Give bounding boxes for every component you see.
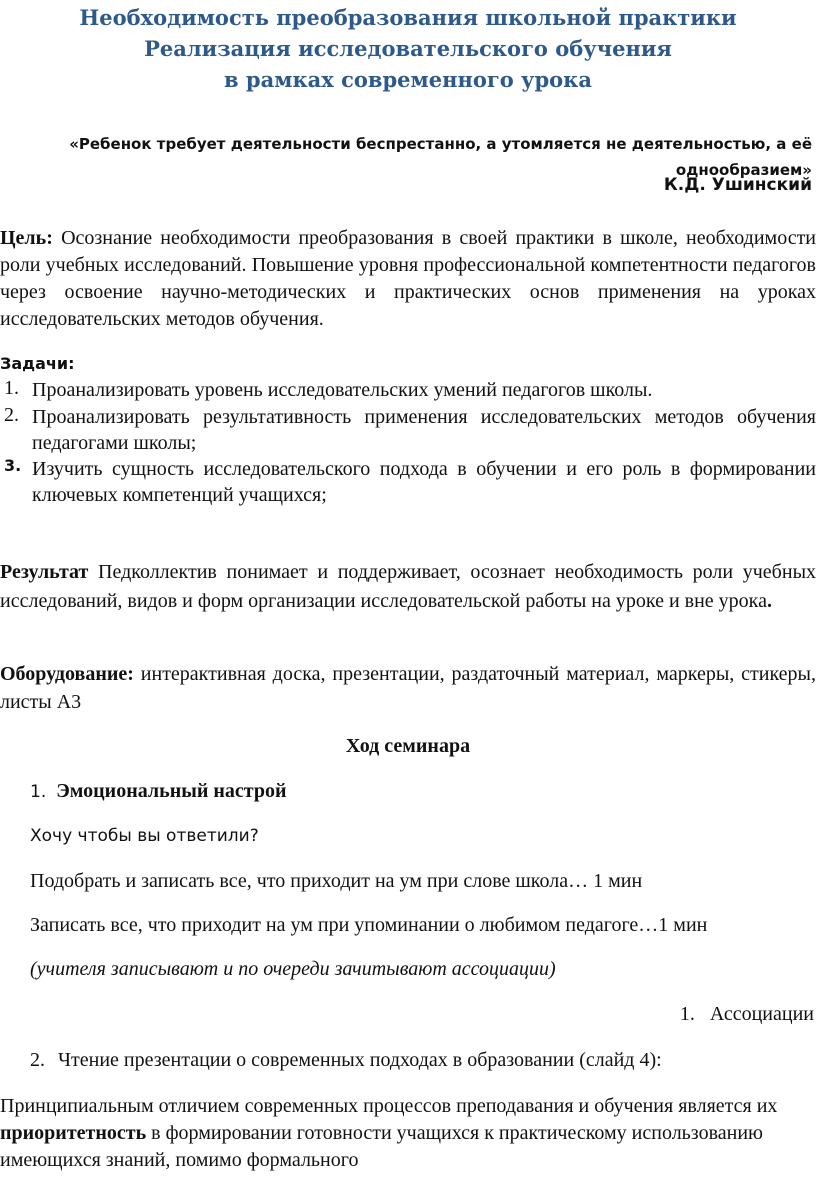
- seminar-step-2: [30, 1049, 662, 1072]
- associations-item: [680, 1003, 814, 1026]
- tasks-heading: Задачи:: [0, 354, 75, 373]
- document-title: [0, 2, 816, 95]
- closing-text-2: в формировании готовности учащихся к практическому использованию имеющихся знаний, помимо формального: [0, 1122, 763, 1171]
- equipment-label: Оборудование:: [0, 663, 134, 685]
- closing-emphasis: приоритетность: [0, 1122, 147, 1144]
- epigraph-quote: «Ребенок требует деятельности беспрестанно, а утомляется не деятельностью, а её однообразием»: [69, 135, 812, 179]
- instruction-line-1: Подобрать и записать все, что приходит на ум при слове школа… 1 мин: [30, 870, 643, 892]
- step-title: Эмоциональный настрой: [56, 780, 287, 802]
- result-text: Педколлектив понимает и поддерживает, осознает необходимость роли учебных исследований, видов и форм организации исследовательской работы на уроке и вне урока: [0, 561, 816, 612]
- task-text: Проанализировать результативность применения исследовательских методов обучения педагогами школы;: [32, 406, 816, 454]
- task-number: 1.: [4, 377, 19, 399]
- step-number: 1.: [30, 782, 47, 802]
- closing-text-1: Принципиальным отличием современных процессов преподавания и обучения является их: [0, 1095, 778, 1117]
- task-text: Изучить сущность исследовательского подхода в обучении и его роль в формировании ключевых компетенций учащихся;: [32, 458, 816, 506]
- equipment-paragraph: [0, 660, 816, 716]
- result-paragraph: [0, 558, 816, 616]
- task-number: 3.: [4, 456, 22, 475]
- question-line: Хочу чтобы вы ответили?: [30, 826, 259, 846]
- task-number: 2.: [4, 404, 19, 426]
- instruction-note: (учителя записывают и по очереди зачитывают ассоциации): [30, 958, 556, 980]
- associations-label: Ассоциации: [709, 1003, 814, 1025]
- task-text: Проанализировать уровень исследовательских умений педагогов школы.: [32, 379, 653, 401]
- goal-label: Цель:: [0, 227, 53, 249]
- title-line-1: Необходимость преобразования школьной практики: [79, 5, 737, 30]
- seminar-step-1: [30, 780, 286, 803]
- equipment-text: интерактивная доска, презентации, раздаточный материал, маркеры, стикеры, листы А3: [0, 663, 816, 713]
- step-number: 2.: [30, 1049, 45, 1071]
- goal-paragraph: [0, 225, 816, 333]
- title-line-3: в рамках современного урока: [224, 67, 592, 92]
- epigraph-author: К.Д. Ушинский: [663, 175, 812, 195]
- associations-number: 1.: [679, 1003, 695, 1025]
- closing-paragraph: [0, 1093, 810, 1174]
- seminar-heading: Ход семинара: [345, 735, 471, 757]
- instruction-line-2: Записать все, что приходит на ум при упоминании о любимом педагоге…1 мин: [30, 914, 708, 936]
- goal-text: Осознание необходимости преобразования в своей практики в школе, необходимости роли учебных исследований. Повышение уровня профессиональной компетентности педагогов через освоение научно-методических и практических основ применения на уроках исследовательских методов обучения.: [0, 227, 816, 330]
- result-end: .: [766, 590, 772, 612]
- step-text: Чтение презентации о современных подходах в образовании (слайд 4):: [58, 1049, 662, 1071]
- result-label: Результат: [0, 561, 89, 583]
- title-line-2: Реализация исследовательского обучения: [144, 36, 672, 61]
